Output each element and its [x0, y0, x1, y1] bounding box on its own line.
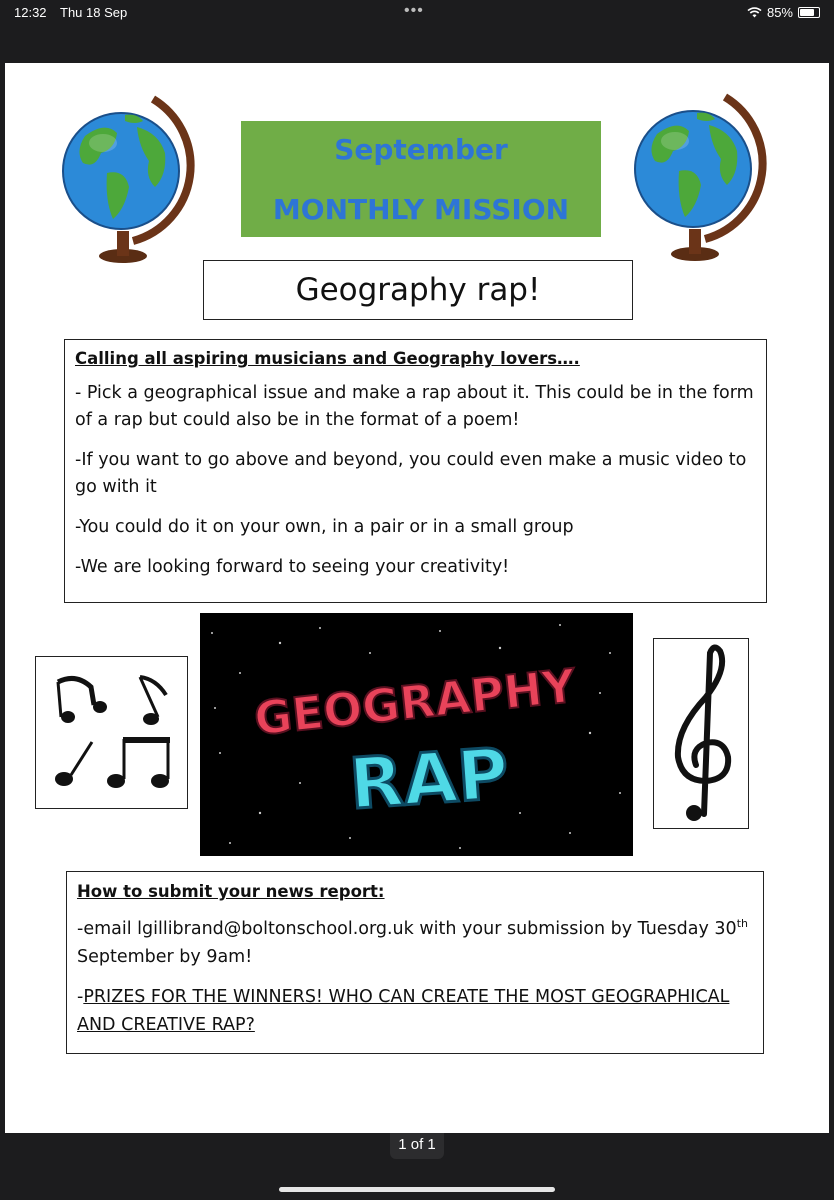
prize-text: PRIZES FOR THE WINNERS! WHO CAN CREATE THE MOST GEOGRAPHICAL AND CREATIVE RAP?	[77, 986, 730, 1035]
status-time: 12:32	[14, 5, 47, 20]
music-notes-icon	[36, 657, 187, 808]
submit-date-suffix: th	[736, 917, 748, 930]
calling-header: Calling all aspiring musicians and Geography lovers….	[75, 349, 580, 368]
battery-fill	[800, 9, 814, 16]
music-notes-image	[35, 656, 188, 809]
submit-section	[66, 871, 764, 1054]
calling-section	[64, 339, 767, 603]
page-indicator: 1 of 1	[390, 1133, 444, 1159]
title-banner	[241, 121, 601, 237]
treble-clef-image	[653, 638, 749, 829]
document-page	[5, 63, 829, 1133]
geography-rap-image	[200, 613, 633, 856]
title-month: September	[334, 133, 508, 166]
home-indicator[interactable]	[279, 1187, 555, 1192]
status-date: Thu 18 Sep	[60, 5, 128, 20]
title-mission: MONTHLY MISSION	[272, 193, 570, 226]
calling-point: -If you want to go above and beyond, you could even make a music video to go with it	[75, 450, 747, 497]
submit-email-end: September by 9am!	[77, 946, 253, 967]
status-bar	[0, 0, 834, 60]
calling-point: -We are looking forward to seeing your creativity!	[75, 557, 510, 577]
calling-point: -You could do it on your own, in a pair or in a small group	[75, 517, 574, 537]
multitasking-dots[interactable]: •••	[404, 2, 424, 19]
wifi-icon	[747, 7, 762, 18]
globe-icon	[55, 91, 215, 271]
page-heading: Geography rap!	[203, 260, 633, 320]
calling-point: - Pick a geographical issue and make a rap about it. This could be in the form of a rap but could also be in the format of a poem!	[75, 383, 754, 430]
submit-header: How to submit your news report:	[77, 882, 385, 901]
submit-prize-line	[77, 983, 753, 1039]
submit-email-line	[77, 910, 753, 971]
battery-icon	[798, 7, 820, 18]
rap-image-word1: GEOGRAPHY	[251, 658, 579, 746]
rap-image-word2: RAP	[346, 732, 512, 826]
prize-dash: -	[77, 986, 84, 1007]
globe-icon	[627, 89, 787, 269]
submit-email-text: -email lgillibrand@boltonschool.org.uk with your submission by Tuesday 30	[77, 918, 737, 939]
treble-clef-icon	[654, 639, 748, 828]
status-indicators	[747, 5, 820, 20]
battery-percent: 85%	[766, 5, 793, 20]
